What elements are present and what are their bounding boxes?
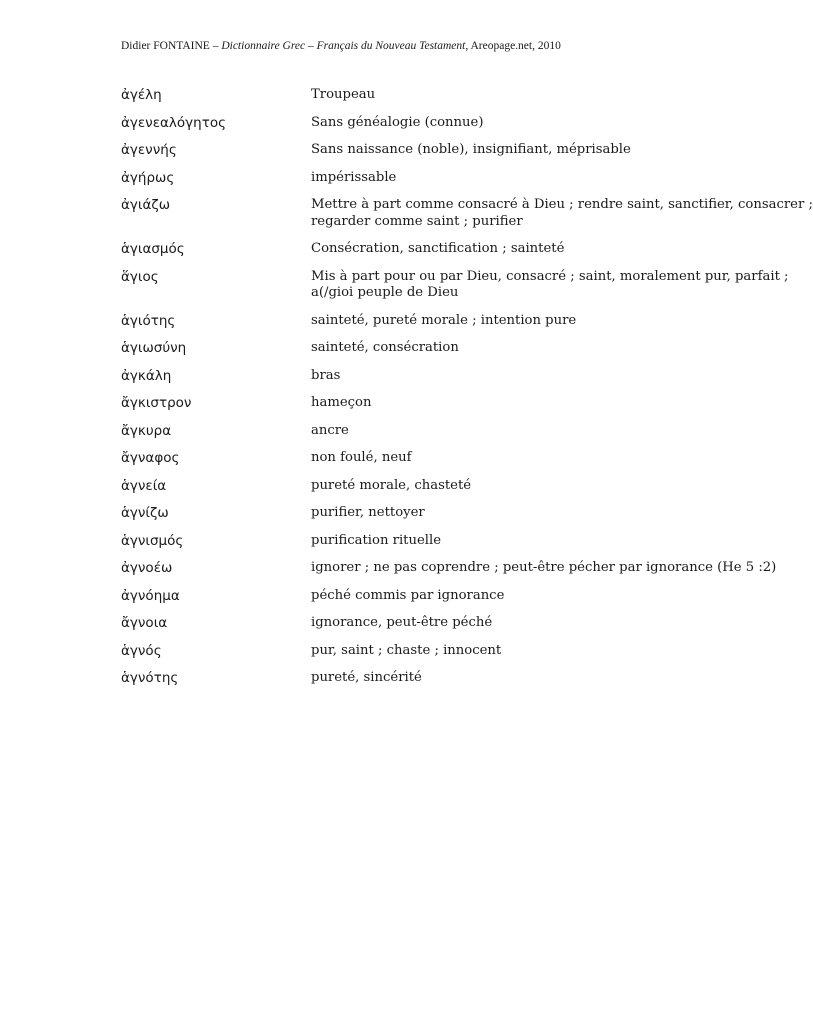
dictionary-entry — [121, 84, 728, 107]
dictionary-entry — [121, 420, 728, 443]
header-publisher: , Areopage.net, 2010 — [465, 40, 561, 52]
dictionary-entry — [121, 266, 789, 305]
definition-line: Consécration, sanctification ; sainteté — [311, 241, 565, 256]
entry-definition — [311, 84, 728, 107]
definition-line: sainteté, consécration — [311, 340, 459, 355]
definition-line: impérissable — [311, 169, 397, 185]
definition-line: bras — [311, 367, 341, 383]
entry-lemma: ἀγέλη — [121, 87, 162, 103]
entry-definition — [311, 194, 813, 233]
definition-line: Sans naissance (noble), insignifiant, méprisable — [311, 142, 631, 157]
entry-definition — [311, 557, 776, 580]
entry-lemma: ἁγνεία — [121, 477, 167, 494]
definition-line: purifier, nettoyer — [311, 505, 425, 520]
header-author: Didier FONTAINE – — [121, 40, 222, 52]
entry-lemma: ἁγιότης — [121, 312, 176, 329]
entry-definition — [311, 112, 728, 135]
definition-line: péché commis par ignorance — [311, 587, 505, 603]
dictionary-entry — [121, 502, 728, 525]
dictionary-entry — [121, 167, 728, 190]
dictionary-entry — [121, 612, 728, 635]
entry-lemma: ἁγνίζω — [121, 505, 169, 521]
dictionary-entry — [121, 112, 728, 135]
entry-definition — [311, 530, 728, 553]
entry-definition — [311, 365, 728, 388]
dictionary-entry — [121, 337, 728, 360]
entry-lemma: ἀγήρως — [121, 169, 175, 186]
entry-definition — [311, 585, 728, 608]
entry-lemma: ἀγεννής — [121, 142, 177, 158]
dictionary-entry — [121, 238, 728, 261]
entry-lemma: ἄγκιστρον — [121, 395, 192, 411]
definition-line: pureté morale, chasteté — [311, 477, 472, 493]
definition-line: pur, saint ; chaste ; innocent — [311, 642, 502, 658]
definition-line: ignorance, peut-être péché — [311, 615, 493, 630]
definition-line: pureté, sincérité — [311, 670, 422, 685]
definition-line: Mettre à part comme consacré à Dieu ; rendre saint, sanctifier, consacrer ; — [311, 197, 813, 212]
entry-lemma: ἀγνοέω — [121, 560, 173, 576]
entry-lemma: ἁγνισμός — [121, 532, 184, 549]
definition-line: regarder comme saint ; purifier — [311, 213, 523, 229]
entry-lemma: ἀγενεαλόγητος — [121, 114, 227, 131]
entry-lemma: ἀγκάλη — [121, 367, 172, 384]
definition-line: ignorer ; ne pas coprendre ; peut-être pécher par ignorance (He 5 :2) — [311, 560, 777, 575]
entry-lemma: ἀγνόημα — [121, 587, 180, 604]
definition-line: ancre — [311, 422, 349, 438]
entry-definition — [311, 392, 728, 415]
entry-lemma: ἄγνοια — [121, 615, 168, 631]
entry-definition — [311, 640, 728, 663]
dictionary-entries — [121, 84, 813, 695]
entry-lemma: ἁγνότης — [121, 670, 179, 686]
definition-line: Sans généalogie (connue) — [311, 114, 484, 130]
dictionary-entry — [121, 585, 728, 608]
entry-lemma: ἄγκυρα — [121, 422, 172, 439]
entry-lemma: ἁγνός — [121, 642, 162, 659]
entry-definition — [311, 139, 728, 162]
entry-lemma: ἄγναφος — [121, 450, 180, 466]
dictionary-entry — [121, 447, 728, 470]
entry-definition — [311, 612, 728, 635]
entry-definition — [311, 667, 728, 690]
definition-line: sainteté, pureté morale ; intention pure — [311, 312, 577, 328]
dictionary-entry — [121, 640, 728, 663]
entry-lemma: ἁγιασμός — [121, 241, 185, 257]
dictionary-entry — [121, 392, 728, 415]
entry-definition — [311, 420, 728, 443]
definition-line: hameçon — [311, 395, 372, 410]
entry-lemma: ἁγιωσύνη — [121, 340, 187, 356]
dictionary-entry — [121, 530, 728, 553]
entry-definition — [311, 266, 789, 305]
entry-definition — [311, 167, 728, 190]
dictionary-entry — [121, 667, 728, 690]
dictionary-entry — [121, 557, 777, 580]
entry-definition — [311, 337, 728, 360]
entry-lemma: ἀγιάζω — [121, 197, 171, 213]
entry-definition — [311, 447, 728, 470]
definition-line: non foulé, neuf — [311, 450, 412, 465]
header-title: Dictionnaire Grec – Français du Nouveau Testament — [221, 40, 466, 52]
dictionary-entry — [121, 475, 728, 498]
page-header — [121, 40, 561, 52]
dictionary-entry — [121, 194, 813, 233]
entry-lemma: ἅγιος — [121, 268, 159, 285]
entry-definition — [311, 238, 728, 261]
definition-line: Troupeau — [311, 87, 376, 102]
definition-line: Mis à part pour ou par Dieu, consacré ; saint, moralement pur, parfait ; — [311, 268, 789, 284]
dictionary-entry — [121, 310, 728, 333]
definition-line: a(/gioi peuple de Dieu — [311, 285, 459, 300]
entry-definition — [311, 310, 728, 333]
entry-definition — [311, 475, 728, 498]
dictionary-entry — [121, 365, 728, 388]
dictionary-entry — [121, 139, 728, 162]
definition-line: purification rituelle — [311, 532, 442, 548]
entry-definition — [311, 502, 728, 525]
